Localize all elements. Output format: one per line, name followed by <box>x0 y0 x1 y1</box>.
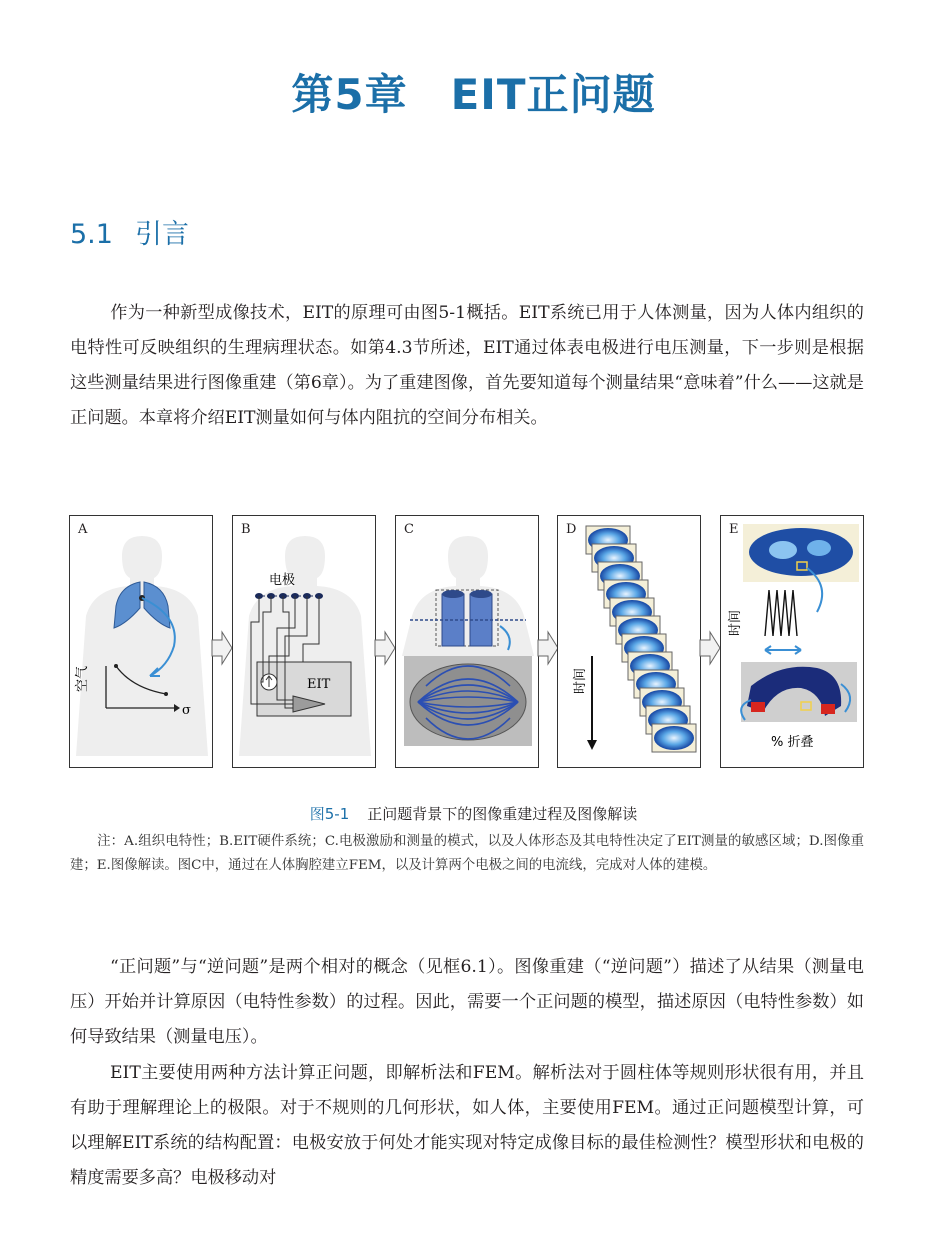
panel-d-graphic <box>558 516 701 768</box>
figure-panel-a <box>69 515 213 768</box>
figure-note-text: 注：A.组织电特性；B.EIT硬件系统；C.电极激励和测量的模式，以及人体形态及其电特性决定了EIT测量的敏感区域；D.图像重建；E.图像解读。图C中，通过在人体胸腔建立FEM，以及计算两个电极之间的电流线，完成对人体的建模。 <box>70 834 864 873</box>
arrow-b-to-c <box>374 630 396 666</box>
image-stack <box>586 526 696 752</box>
figure-caption-label: 图5-1 <box>309 805 350 823</box>
arrow-a-to-b <box>211 630 233 666</box>
chest-section <box>410 664 526 740</box>
paragraph-2 <box>70 950 864 1055</box>
panel-b-letter: B <box>241 522 251 537</box>
time-label: 时间 <box>728 609 743 636</box>
paragraph-3-text: EIT主要使用两种方法计算正问题，即解析法和FEM。解析法对于圆柱体等规则形状很有用，并且有助于理解理论上的极限。对于不规则的几何形状，如人体，主要使用FEM。通过正问题模型计算，可以理解EIT系统的结构配置：电极安放于何处才能实现对特定成像目标的最佳检测性？模型形状和电极的精度需要多高？电极移动对 <box>70 1063 864 1188</box>
eit-device-label: EIT <box>307 677 331 692</box>
panel-e-letter: E <box>729 522 739 537</box>
panel-d-letter: D <box>566 522 577 537</box>
paragraph-2-text: “正问题”与“逆问题”是两个相对的概念（见框6.1）。图像重建（“逆问题”）描述了从结果（测量电压）开始并计算原因（电特性参数）的过程。因此，需要一个正问题的模型，描述原因（电特性参数）如何导致结果（测量电压）。 <box>70 957 864 1047</box>
x-axis-label: σ <box>182 703 191 718</box>
figure-caption-text: 正问题背景下的图像重建过程及图像解读 <box>367 805 638 823</box>
panel-e-graphic <box>721 516 864 768</box>
panel-a-letter: A <box>78 522 88 537</box>
paragraph-1-text: 作为一种新型成像技术，EIT的原理可由图5-1概括。EIT系统已用于人体测量，因为人体内组织的电特性可反映组织的生理病理状态。如第4.3节所述，EIT通过体表电极进行电压测量，下一步则是根据这些测量结果进行图像重建（第6章）。为了重建图像，首先要知道每个测量结果“意味着”什么——这就是正问题。本章将介绍EIT测量如何与体内阻抗的空间分布相关。 <box>70 303 864 428</box>
panel-c-letter: C <box>404 522 414 537</box>
panel-a-graphic <box>70 516 213 768</box>
time-signal <box>765 590 797 636</box>
arrow-d-to-e <box>699 630 721 666</box>
figure-caption <box>0 803 947 824</box>
section-title-text: 引言 <box>134 219 189 250</box>
y-axis-label: 空气 <box>75 665 90 692</box>
figure-note <box>70 830 864 878</box>
chapter-title: 第5章 EIT正问题 <box>291 70 656 119</box>
figure-panel-d <box>557 515 701 768</box>
fold-label: % 折叠 <box>771 735 814 750</box>
arrow-c-to-d <box>537 630 559 666</box>
figure-panel-c <box>395 515 539 768</box>
curve-start <box>114 664 118 668</box>
eit-image <box>749 528 853 576</box>
body-silhouette <box>76 536 208 756</box>
figure-panel-b <box>232 515 376 768</box>
electrode-label: 电极 <box>269 573 296 588</box>
panel-c-graphic <box>396 516 539 768</box>
panel-b-graphic <box>233 516 376 768</box>
section-number: 5.1 <box>70 219 113 250</box>
section-heading <box>70 212 189 251</box>
paragraph-1 <box>70 296 864 436</box>
time-axis-label: 时间 <box>573 667 588 694</box>
paragraph-3 <box>70 1056 864 1196</box>
body-silhouette <box>239 536 371 756</box>
body-silhouette <box>402 536 534 656</box>
figure-panel-e <box>720 515 864 768</box>
curve-end <box>164 692 168 696</box>
